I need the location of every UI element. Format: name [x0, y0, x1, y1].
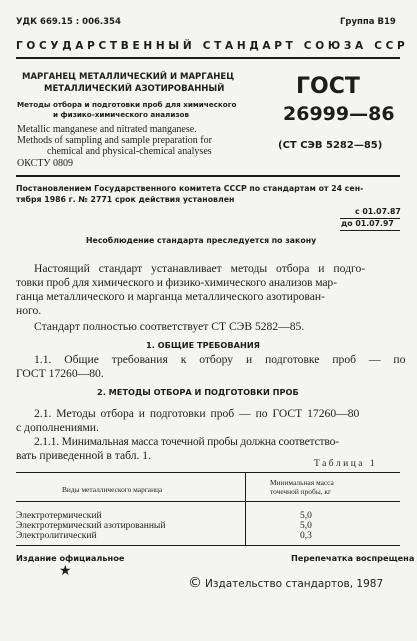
table-header-mass-line-1: Минимальная масса — [270, 478, 334, 487]
header-rule — [16, 57, 400, 59]
intro-line-4: ного. — [16, 304, 42, 317]
table-row-type: Электролитический — [16, 531, 97, 541]
section-1-heading: 1. ОБЩИЕ ТРЕБОВАНИЯ — [146, 340, 260, 350]
title-en-line-1: Metallic manganese and nitrated manganese. — [17, 124, 197, 135]
official-edition: Издание официальное — [16, 553, 125, 563]
date-rule-2 — [340, 230, 400, 231]
subtitle-ru-line-2: и физико-химического анализов — [53, 110, 190, 119]
group-code: Группа В19 — [340, 17, 396, 27]
st-sev-reference: (СТ СЭВ 5282—85) — [278, 140, 383, 151]
table-header-mass-line-2: точечной пробы, кг — [270, 487, 332, 496]
title-ru-line-2: МЕТАЛЛИЧЕСКИЙ АЗОТИРОВАННЫЙ — [44, 84, 225, 94]
section-2-1-line-1: 2.1. Методы отбора и подготовки проб — по ГОСТ 17260—80 — [34, 407, 360, 420]
okstu-code: ОКСТУ 0809 — [17, 158, 74, 169]
section-2-1-1-line-2: вать приведенной в табл. 1. — [16, 449, 151, 462]
title-rule — [16, 175, 400, 177]
title-ru-line-1: МАРГАНЕЦ МЕТАЛЛИЧЕСКИЙ И МАРГАНЕЦ — [22, 72, 235, 82]
title-en-line-2: Methods of sampling and sample preparation for — [17, 135, 212, 146]
effective-from: с 01.07.87 — [355, 207, 401, 216]
table-row-type: Электротермический азотированный — [16, 521, 166, 531]
table-row-mass: 0,3 — [300, 531, 312, 541]
gost-label: ГОСТ — [296, 74, 360, 99]
gost-number: 26999—86 — [283, 103, 395, 125]
udk-code: УДК 669.15 : 006.354 — [16, 17, 121, 27]
table-header-type: Виды металлического марганца — [62, 485, 163, 494]
copyright-icon: © — [188, 575, 202, 591]
subtitle-ru-line-1: Методы отбора и подготовки проб для химического — [17, 100, 237, 109]
title-en-line-3: chemical and physical-chemical analyses — [47, 146, 212, 157]
section-2-1-1-line-1: 2.1.1. Минимальная масса точечной пробы должна соответство- — [34, 435, 339, 448]
decree-line-1: Постановлением Государственного комитета СССР по стандартам от 24 сен- — [16, 184, 364, 193]
publisher-line: Издательство стандартов, 1987 — [205, 578, 384, 590]
section-1-text-line-1: 1.1. Общие требования к отбору и подготовке проб — по — [34, 353, 406, 366]
section-2-1-line-2: с дополнениями. — [16, 421, 99, 434]
intro-compliance: Стандарт полностью соответствует СТ СЭВ 5282—85. — [34, 320, 305, 333]
reprint-prohibited: Перепечатка воспрещена — [291, 553, 415, 563]
star-icon: ★ — [59, 564, 72, 579]
decree-line-2: тября 1986 г. № 2771 срок действия установлен — [16, 195, 235, 204]
legal-warning: Несоблюдение стандарта преследуется по закону — [86, 236, 317, 245]
table-row-mass: 5,0 — [300, 521, 312, 531]
intro-line-2: товки проб для химического и физико-химического анализов мар- — [16, 276, 337, 289]
table-top-rule — [16, 472, 400, 473]
state-standard-header: ГОСУДАРСТВЕННЫЙ СТАНДАРТ СОЮЗА ССР — [16, 40, 409, 52]
table-row-type: Электротермический — [16, 511, 102, 521]
table-column-divider — [245, 472, 246, 545]
table-bottom-rule — [16, 545, 400, 546]
table-1-caption: Таблица 1 — [314, 459, 378, 469]
table-row-mass: 5,0 — [300, 511, 312, 521]
intro-line-3: ганца металлического и марганца металлического азотирован- — [16, 290, 325, 303]
effective-to: до 01.07.97 — [341, 219, 394, 228]
intro-line-1: Настоящий стандарт устанавливает методы отбора и подго- — [34, 262, 366, 275]
section-1-text-line-2: ГОСТ 17260—80. — [16, 367, 104, 380]
table-header-rule — [16, 501, 400, 502]
section-2-heading: 2. МЕТОДЫ ОТБОРА И ПОДГОТОВКИ ПРОБ — [97, 387, 299, 397]
